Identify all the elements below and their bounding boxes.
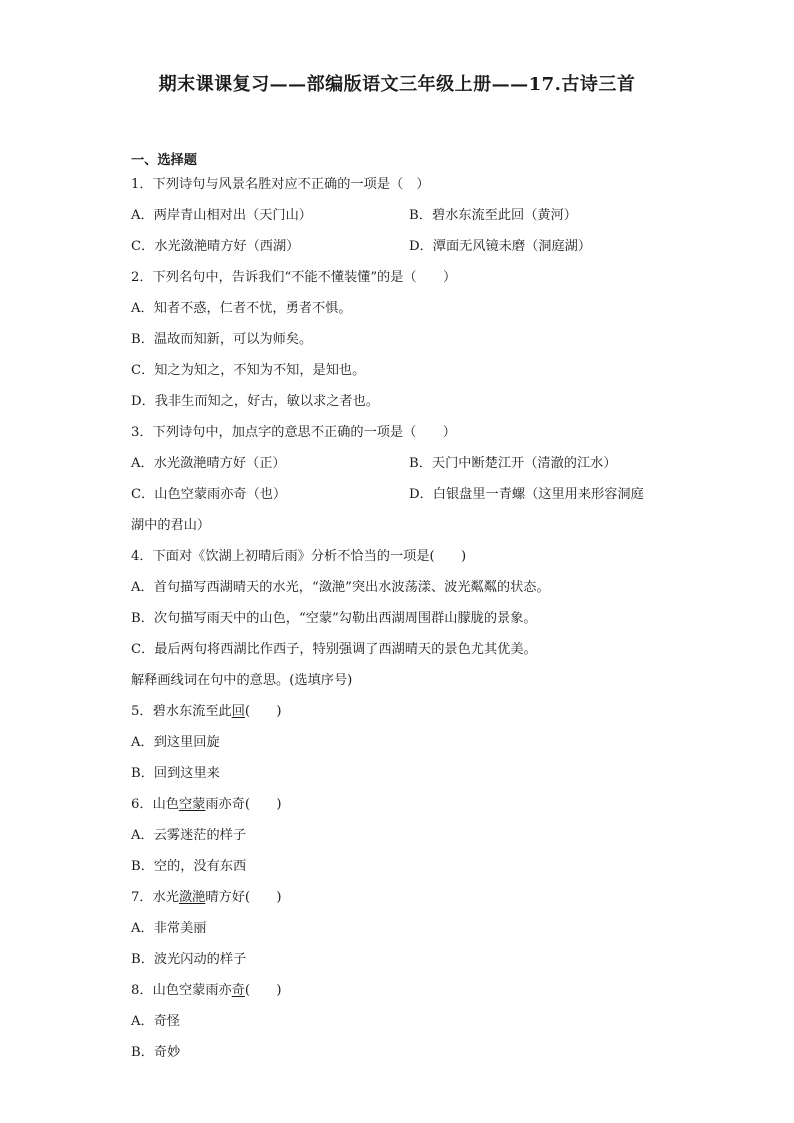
question-5-prefix: 5．碧水东流至此 xyxy=(131,704,232,719)
question-4-option-c: C．最后两句将西湖比作西子，特别强调了西湖晴天的景色尤其优美。 xyxy=(131,642,537,657)
question-7-option-b: B．波光闪动的样子 xyxy=(131,952,247,967)
question-7-stem xyxy=(131,882,671,913)
question-3-option-d-continued: 湖中的君山） xyxy=(131,518,211,533)
question-1-stem: 1．下列诗句与风景名胜对应不正确的一项是（ ） xyxy=(131,177,430,192)
section-heading: 一、选择题 xyxy=(131,153,197,168)
question-5-stem xyxy=(131,696,671,727)
question-2-stem: 2．下列名句中，告诉我们“不能不懂装懂”的是（ ） xyxy=(131,270,457,285)
question-6-option-a: A．云雾迷茫的样子 xyxy=(131,828,247,843)
question-8-option-b: B．奇妙 xyxy=(131,1045,181,1060)
question-1-option-a: A．两岸青山相对出（天门山） xyxy=(131,208,312,223)
question-6-option-b: B．空的，没有东西 xyxy=(131,859,247,874)
page-title: 期末课课复习——部编版语文三年级上册——17.古诗三首 xyxy=(158,74,636,95)
question-6-underlined-word: 空蒙 xyxy=(178,797,206,812)
instruction-text: 解释画线词在句中的意思。(选填序号) xyxy=(131,673,353,688)
question-7-suffix: 晴方好( ) xyxy=(205,890,282,905)
question-2-option-d: D．我非生而知之，好古，敏以求之者也。 xyxy=(131,394,379,409)
question-8-prefix: 8．山色空蒙雨亦 xyxy=(131,983,232,998)
question-7-prefix: 7．水光 xyxy=(131,890,179,905)
question-8-underlined-word: 奇 xyxy=(231,983,245,998)
question-3-option-c: C．山色空蒙雨亦奇（也） xyxy=(131,487,287,502)
question-5-underlined-word: 回 xyxy=(231,704,245,719)
question-4-stem: 4．下面对《饮湖上初晴后雨》分析不恰当的一项是( ) xyxy=(131,549,467,564)
question-7-underlined-word: 潋滟 xyxy=(178,890,206,905)
question-1-options-row-1 xyxy=(131,200,671,231)
question-8-suffix: ( ) xyxy=(244,983,282,998)
question-3-stem: 3．下列诗句中，加点字的意思不正确的一项是（ ） xyxy=(131,425,456,440)
question-6-suffix: 雨亦奇( ) xyxy=(205,797,282,812)
question-2-option-a: A．知者不惑，仁者不忧，勇者不惧。 xyxy=(131,301,352,316)
question-3-options-row-2 xyxy=(131,479,671,510)
question-3-option-a: A．水光潋滟晴方好（正） xyxy=(131,456,286,471)
question-4-option-b: B．次句描写雨天中的山色，“空蒙”勾勒出西湖周围群山朦胧的景象。 xyxy=(131,611,537,626)
question-1-options-row-2 xyxy=(131,231,671,262)
question-8-stem xyxy=(131,975,671,1006)
question-2-option-b: B．温故而知新，可以为师矣。 xyxy=(131,332,313,347)
question-4-option-a: A．首句描写西湖晴天的水光，“潋滟”突出水波荡漾、波光粼粼的状态。 xyxy=(131,580,550,595)
question-3-option-b: B．天门中断楚江开（清澈的江水） xyxy=(409,456,617,471)
question-3-option-d: D．白银盘里一青螺（这里用来形容洞庭 xyxy=(409,487,644,502)
question-7-option-a: A．非常美丽 xyxy=(131,921,207,936)
question-5-suffix: ( ) xyxy=(244,704,282,719)
question-3-options-row-1 xyxy=(131,448,671,479)
question-2-option-c: C．知之为知之，不知为不知，是知也。 xyxy=(131,363,366,378)
question-8-option-a: A．奇怪 xyxy=(131,1014,181,1029)
question-list xyxy=(131,145,671,1068)
question-6-prefix: 6．山色 xyxy=(131,797,179,812)
question-1-option-b: B．碧水东流至此回（黄河） xyxy=(409,208,577,223)
question-1-option-c: C．水光潋滟晴方好（西湖） xyxy=(131,239,300,254)
question-6-stem xyxy=(131,789,671,820)
question-1-option-d: D．潭面无风镜未磨（洞庭湖） xyxy=(409,239,592,254)
question-5-option-b: B．回到这里来 xyxy=(131,766,220,781)
question-5-option-a: A．到这里回旋 xyxy=(131,735,220,750)
